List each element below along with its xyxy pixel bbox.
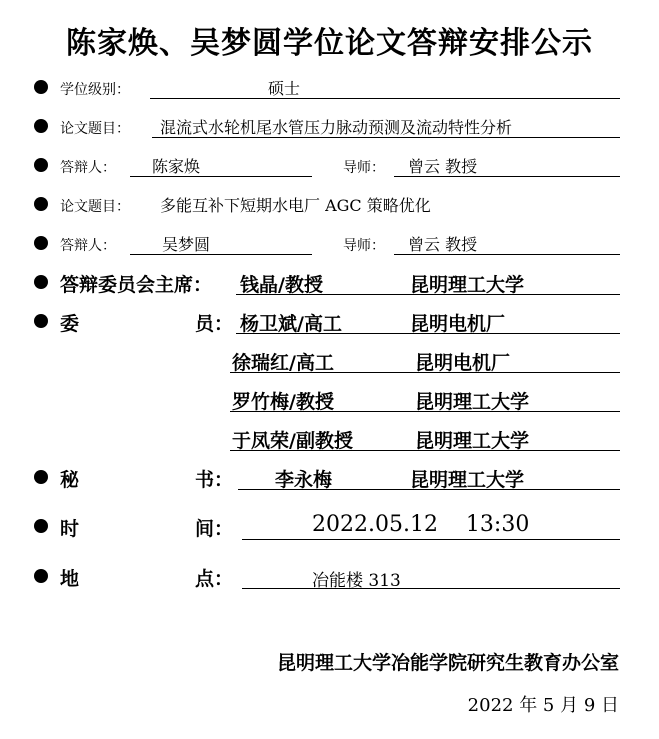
office-signature: 昆明理工大学冶能学院研究生教育办公室 bbox=[276, 652, 619, 674]
bullet-icon bbox=[34, 197, 48, 211]
advisor2-label: 导师： bbox=[343, 238, 385, 254]
topic2-label: 论文题目： bbox=[60, 199, 130, 215]
time-row bbox=[0, 512, 659, 544]
chair-label: 答辩委员会主席： bbox=[60, 274, 213, 296]
members-label-2: 员： bbox=[195, 313, 234, 335]
bullet-icon bbox=[34, 519, 48, 533]
advisor1-label: 导师： bbox=[343, 160, 385, 176]
chair-org: 昆明理工大学 bbox=[410, 274, 525, 296]
degree-row bbox=[0, 76, 659, 108]
secretary-label-1: 秘 bbox=[60, 469, 80, 491]
underline bbox=[230, 411, 620, 412]
member-row bbox=[0, 426, 659, 458]
chair-row bbox=[0, 270, 659, 302]
advisor1-name: 曾云 教授 bbox=[408, 157, 478, 176]
place-label-1: 地 bbox=[60, 568, 80, 590]
bullet-icon bbox=[34, 119, 48, 133]
bullet-icon bbox=[34, 236, 48, 250]
underline bbox=[394, 176, 620, 177]
member-name: 杨卫斌/高工 bbox=[240, 313, 342, 335]
underline bbox=[230, 372, 620, 373]
topic2-value: 多能互补下短期水电厂 AGC 策略优化 bbox=[160, 196, 431, 215]
secretary-org: 昆明理工大学 bbox=[410, 469, 525, 491]
notice-date: 2022 年 5 月 9 日 bbox=[467, 695, 619, 716]
advisor2-name: 曾云 教授 bbox=[408, 235, 478, 254]
underline bbox=[238, 489, 620, 490]
topic1-row bbox=[0, 115, 659, 147]
page-title: 陈家焕、吴梦圆学位论文答辩安排公示 bbox=[66, 26, 593, 61]
defender2-row bbox=[0, 232, 659, 264]
bullet-icon bbox=[34, 314, 48, 328]
underline bbox=[130, 176, 312, 177]
member-org: 昆明理工大学 bbox=[415, 430, 530, 452]
underline bbox=[394, 254, 620, 255]
degree-value: 硕士 bbox=[268, 79, 301, 98]
chair-name: 钱晶/教授 bbox=[240, 274, 323, 296]
bullet-icon bbox=[34, 275, 48, 289]
place-value: 冶能楼 313 bbox=[312, 571, 401, 591]
bullet-icon bbox=[34, 569, 48, 583]
member-org: 昆明理工大学 bbox=[415, 391, 530, 413]
members-label-1: 委 bbox=[60, 313, 80, 335]
topic2-row bbox=[0, 193, 659, 225]
underline bbox=[150, 98, 620, 99]
member-row bbox=[0, 348, 659, 380]
member-name: 罗竹梅/教授 bbox=[232, 391, 334, 413]
topic1-value: 混流式水轮机尾水管压力脉动预测及流动特性分析 bbox=[160, 118, 513, 137]
defender2-label: 答辩人： bbox=[60, 238, 116, 254]
secretary-label-2: 书： bbox=[195, 469, 234, 491]
secretary-name: 李永梅 bbox=[275, 469, 333, 491]
place-row bbox=[0, 563, 659, 595]
member-name: 于凤荣/副教授 bbox=[232, 430, 353, 452]
member-org: 昆明电机厂 bbox=[410, 313, 506, 335]
time-value: 2022.05.12 13:30 bbox=[312, 512, 530, 537]
underline bbox=[152, 137, 620, 138]
defender1-label: 答辩人： bbox=[60, 160, 116, 176]
place-label-2: 点： bbox=[195, 568, 234, 590]
topic1-label: 论文题目： bbox=[60, 121, 130, 137]
underline bbox=[236, 294, 620, 295]
degree-label: 学位级别： bbox=[60, 82, 130, 98]
member-org: 昆明电机厂 bbox=[415, 352, 511, 374]
member-name: 徐瑞红/高工 bbox=[232, 352, 334, 374]
underline bbox=[242, 539, 620, 540]
defender1-row bbox=[0, 154, 659, 186]
underline bbox=[130, 254, 312, 255]
time-label-1: 时 bbox=[60, 518, 80, 540]
underline bbox=[236, 333, 620, 334]
bullet-icon bbox=[34, 470, 48, 484]
defender2-name: 吴梦圆 bbox=[162, 235, 211, 254]
member-row bbox=[0, 387, 659, 419]
bullet-icon bbox=[34, 80, 48, 94]
defender1-name: 陈家焕 bbox=[152, 157, 201, 176]
secretary-row bbox=[0, 465, 659, 497]
bullet-icon bbox=[34, 158, 48, 172]
member-row bbox=[0, 309, 659, 341]
time-label-2: 间： bbox=[195, 518, 234, 540]
underline bbox=[242, 588, 620, 589]
underline bbox=[230, 450, 620, 451]
